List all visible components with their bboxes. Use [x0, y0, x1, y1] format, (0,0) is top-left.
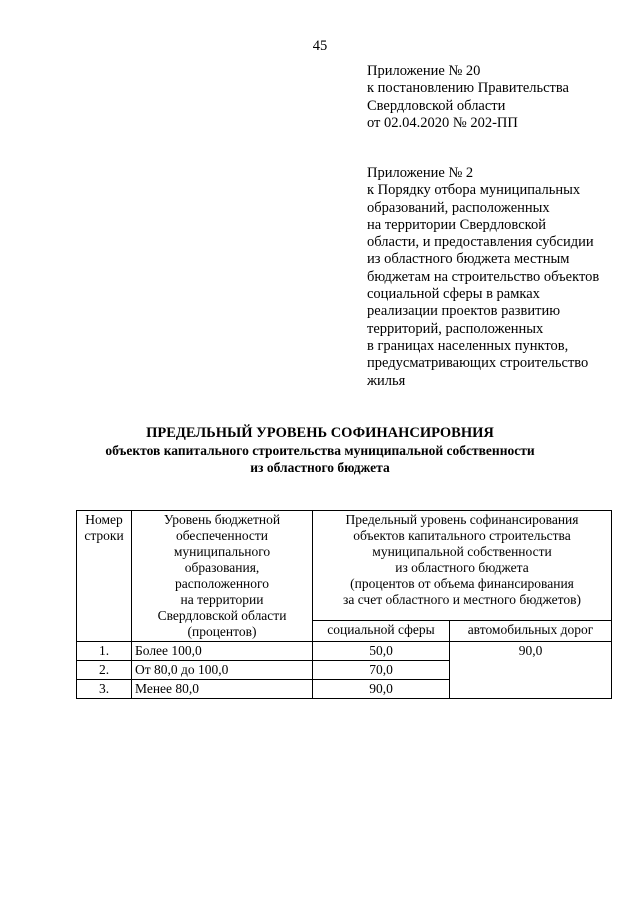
header-text: (процентов)	[187, 624, 257, 639]
appendix-line: территорий, расположенных	[367, 320, 544, 337]
cofinancing-table	[76, 510, 612, 699]
title-subtitle-line: из областного бюджета	[250, 460, 390, 475]
table-header-row	[77, 511, 612, 621]
appendix-line: бюджетам на строительство объектов	[367, 268, 600, 285]
row-number: 1.	[77, 642, 132, 661]
title-subtitle-line: объектов капитального строительства муниципальной собственности	[105, 443, 535, 458]
title-main: ПРЕДЕЛЬНЫЙ УРОВЕНЬ СОФИНАНСИРОВНИЯ	[146, 425, 494, 441]
appendix-line: из областного бюджета местным	[367, 251, 570, 268]
header-text: Уровень бюджетной	[163, 512, 281, 527]
appendix-line: образований, расположенных	[367, 199, 550, 216]
appendix-line: реализации проектов развитию	[367, 303, 561, 320]
row-social-value: 50,0	[313, 642, 450, 661]
header-text: за счет областного и местного бюджетов)	[343, 592, 581, 607]
appendix-line: социальной сферы в рамках	[367, 286, 540, 303]
header-roads: автомобильных дорог	[450, 620, 612, 641]
row-number: 3.	[77, 680, 132, 699]
header-text: Предельный уровень софинансирования	[345, 512, 579, 527]
header-text: обеспеченности	[175, 528, 269, 543]
header-text: расположенного	[175, 576, 269, 591]
header-text: муниципальной собственности	[372, 544, 552, 559]
table-row	[77, 642, 612, 661]
appendix-line: на территории Свердловской	[367, 216, 546, 233]
appendix-line: Приложение № 2	[367, 165, 474, 181]
appendix-line: в границах населенных пунктов,	[367, 337, 569, 354]
row-number: 2.	[77, 661, 132, 680]
header-text: объектов капитального строительства	[353, 528, 571, 543]
row-level: Менее 80,0	[132, 680, 313, 699]
roads-value: 90,0	[450, 642, 612, 699]
appendix-line: жилья	[367, 372, 406, 389]
appendix-line: к Порядку отбора муниципальных	[367, 182, 581, 199]
appendix-line: предусматривающих строительство	[367, 355, 589, 372]
header-text: (процентов от объема финансирования	[350, 576, 574, 591]
header-text: на территории	[180, 592, 264, 607]
row-level: От 80,0 до 100,0	[132, 661, 313, 680]
header-number	[77, 511, 132, 642]
row-social-value: 70,0	[313, 661, 450, 680]
appendix-line: от 02.04.2020 № 202-ПП	[367, 114, 518, 131]
header-text: Номер	[85, 512, 123, 527]
appendix-line: Приложение № 20	[367, 63, 481, 79]
appendix-2-header	[367, 165, 599, 390]
document-title	[0, 424, 640, 476]
header-social-sphere: социальной сферы	[313, 620, 450, 641]
row-social-value: 90,0	[313, 680, 450, 699]
appendix-line: Свердловской области	[367, 97, 506, 114]
header-budget-level	[132, 511, 313, 642]
appendix-20-header	[367, 63, 569, 132]
header-text: муниципального	[173, 544, 271, 559]
appendix-line: области, и предоставления субсидии	[367, 234, 594, 251]
row-level: Более 100,0	[132, 642, 313, 661]
header-text: образования,	[184, 560, 260, 575]
header-text: из областного бюджета	[395, 560, 529, 575]
header-cofinancing-limit	[313, 511, 612, 621]
page-number: 45	[312, 38, 328, 54]
header-text: строки	[84, 528, 124, 543]
header-text: Свердловской области	[157, 608, 287, 623]
appendix-line: к постановлению Правительства	[367, 80, 569, 97]
